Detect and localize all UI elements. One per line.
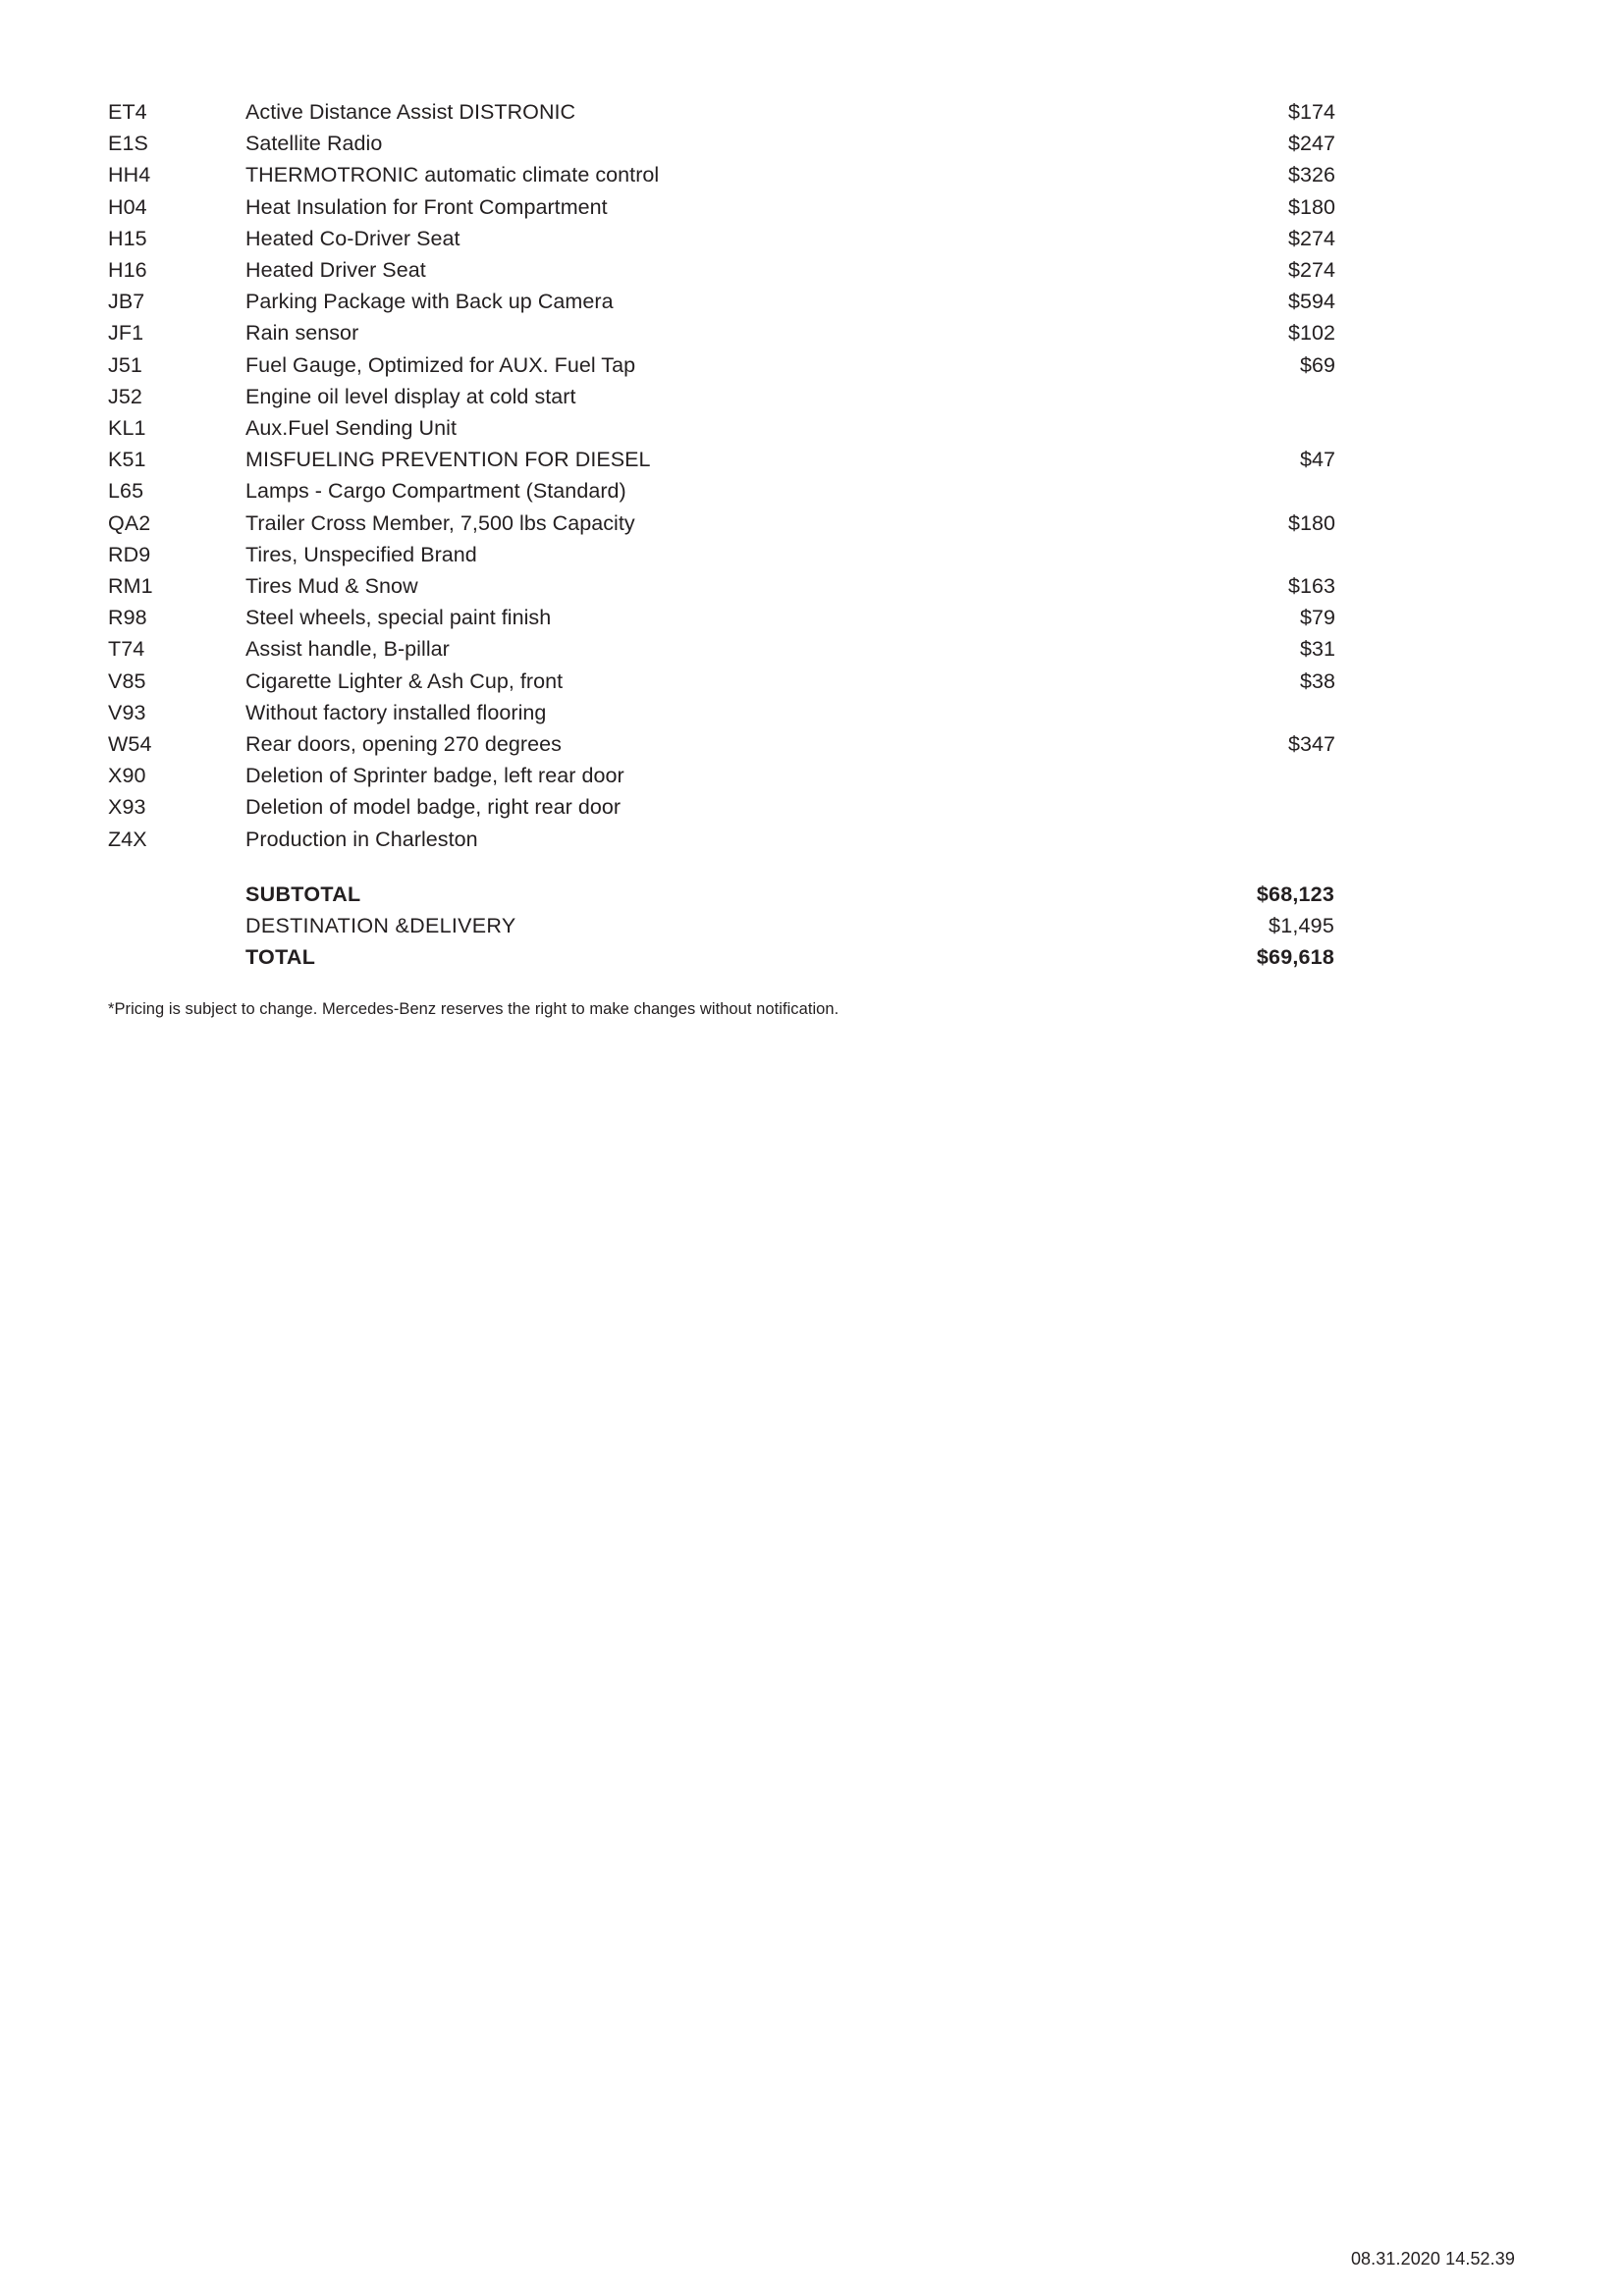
option-price: $594	[1287, 290, 1335, 314]
totals-row	[245, 879, 1335, 910]
option-description: Tires Mud & Snow	[245, 574, 418, 599]
totals-label: DESTINATION &DELIVERY	[245, 914, 516, 938]
option-description: THERMOTRONIC automatic climate control	[245, 163, 660, 187]
option-description: Cigarette Lighter & Ash Cup, front	[245, 668, 564, 693]
option-description: Rain sensor	[245, 321, 359, 346]
table-row	[108, 507, 1335, 539]
option-code: E1S	[108, 132, 148, 156]
table-row	[108, 697, 1335, 728]
option-code: R98	[108, 606, 147, 630]
table-row	[108, 475, 1335, 507]
option-code: H16	[108, 258, 147, 283]
option-code: Z4X	[108, 827, 147, 851]
option-price	[1159, 381, 1335, 412]
option-code: T74	[108, 637, 145, 662]
option-price	[1159, 791, 1335, 823]
option-description: Deletion of model badge, right rear door	[245, 795, 622, 820]
option-description: Rear doors, opening 270 degrees	[245, 732, 562, 757]
totals-label: TOTAL	[245, 945, 316, 970]
option-code: QA2	[108, 510, 151, 535]
table-row	[108, 666, 1335, 697]
option-price: $38	[1299, 668, 1335, 693]
table-row	[108, 159, 1335, 190]
option-description: Heated Co-Driver Seat	[245, 226, 460, 250]
option-price: $274	[1287, 258, 1335, 283]
option-price: $180	[1287, 194, 1335, 219]
option-code: X90	[108, 764, 146, 788]
table-row	[108, 539, 1335, 570]
totals-value: $69,618	[1256, 945, 1334, 970]
table-row	[108, 570, 1335, 602]
totals-label: SUBTOTAL	[245, 882, 361, 906]
option-code: X93	[108, 795, 146, 820]
option-price: $31	[1299, 637, 1335, 662]
option-code: H04	[108, 194, 147, 219]
option-description: Assist handle, B-pillar	[245, 637, 450, 662]
option-price	[1159, 760, 1335, 791]
option-description: Tires, Unspecified Brand	[245, 542, 477, 566]
option-description: Active Distance Assist DISTRONIC	[245, 100, 576, 124]
table-row	[108, 317, 1335, 348]
option-price: $247	[1287, 132, 1335, 156]
option-price	[1159, 475, 1335, 507]
option-price	[1159, 412, 1335, 444]
table-row	[108, 412, 1335, 444]
option-price: $102	[1287, 321, 1335, 346]
option-code: W54	[108, 732, 152, 757]
table-row	[108, 128, 1335, 159]
table-row	[108, 349, 1335, 381]
option-description: Engine oil level display at cold start	[245, 384, 576, 408]
option-description: Parking Package with Back up Camera	[245, 290, 614, 314]
option-code: RM1	[108, 574, 153, 599]
option-code: KL1	[108, 416, 146, 441]
option-code: JF1	[108, 321, 144, 346]
table-row	[108, 791, 1335, 823]
option-description: Lamps - Cargo Compartment (Standard)	[245, 479, 626, 504]
totals-row	[245, 910, 1335, 941]
table-row	[108, 96, 1335, 128]
option-code: HH4	[108, 163, 151, 187]
totals-value: $68,123	[1256, 882, 1334, 906]
option-price: $79	[1299, 606, 1335, 630]
option-price	[1159, 539, 1335, 570]
option-description: Trailer Cross Member, 7,500 lbs Capacity	[245, 510, 635, 535]
option-price: $347	[1287, 732, 1335, 757]
table-row	[108, 824, 1335, 855]
option-description: Production in Charleston	[245, 827, 478, 851]
option-code: JB7	[108, 290, 145, 314]
option-price	[1159, 697, 1335, 728]
option-description: Aux.Fuel Sending Unit	[245, 416, 457, 441]
option-price	[1159, 824, 1335, 855]
option-description: Steel wheels, special paint finish	[245, 606, 552, 630]
option-code: J51	[108, 352, 142, 377]
option-code: H15	[108, 226, 147, 250]
option-price: $274	[1287, 226, 1335, 250]
totals-value: $1,495	[1269, 914, 1334, 938]
option-price: $180	[1287, 510, 1335, 535]
option-code: J52	[108, 384, 142, 408]
options-table-body	[108, 96, 1335, 855]
option-price: $163	[1287, 574, 1335, 599]
option-price: $174	[1287, 100, 1335, 124]
table-row	[108, 223, 1335, 254]
option-code: L65	[108, 479, 144, 504]
option-code: V93	[108, 700, 146, 724]
option-description: Deletion of Sprinter badge, left rear door	[245, 764, 624, 788]
table-row	[108, 728, 1335, 760]
table-row	[108, 381, 1335, 412]
pricing-disclaimer-footnote: *Pricing is subject to change. Mercedes-Benz reserves the right to make changes without notification.	[108, 1000, 839, 1018]
option-description: Satellite Radio	[245, 132, 383, 156]
option-description: Fuel Gauge, Optimized for AUX. Fuel Tap	[245, 352, 636, 377]
table-row	[108, 444, 1335, 475]
option-price: $326	[1287, 163, 1335, 187]
option-description: Heat Insulation for Front Compartment	[245, 194, 608, 219]
table-row	[108, 633, 1335, 665]
table-row	[108, 760, 1335, 791]
option-description: Heated Driver Seat	[245, 258, 426, 283]
option-price: $69	[1299, 352, 1335, 377]
option-description: Without factory installed flooring	[245, 700, 547, 724]
footer-timestamp: 08.31.2020 14.52.39	[1350, 2249, 1515, 2269]
table-row	[108, 286, 1335, 317]
options-table	[108, 96, 1335, 855]
totals-table-body	[245, 879, 1335, 974]
option-code: K51	[108, 448, 146, 472]
table-row	[108, 191, 1335, 223]
table-row	[108, 602, 1335, 633]
option-price: $47	[1299, 448, 1335, 472]
option-description: MISFUELING PREVENTION FOR DIESEL	[245, 448, 651, 472]
table-row	[108, 254, 1335, 286]
option-code: V85	[108, 668, 146, 693]
totals-table	[245, 879, 1335, 974]
totals-row	[245, 941, 1335, 973]
option-code: ET4	[108, 100, 147, 124]
option-code: RD9	[108, 542, 151, 566]
